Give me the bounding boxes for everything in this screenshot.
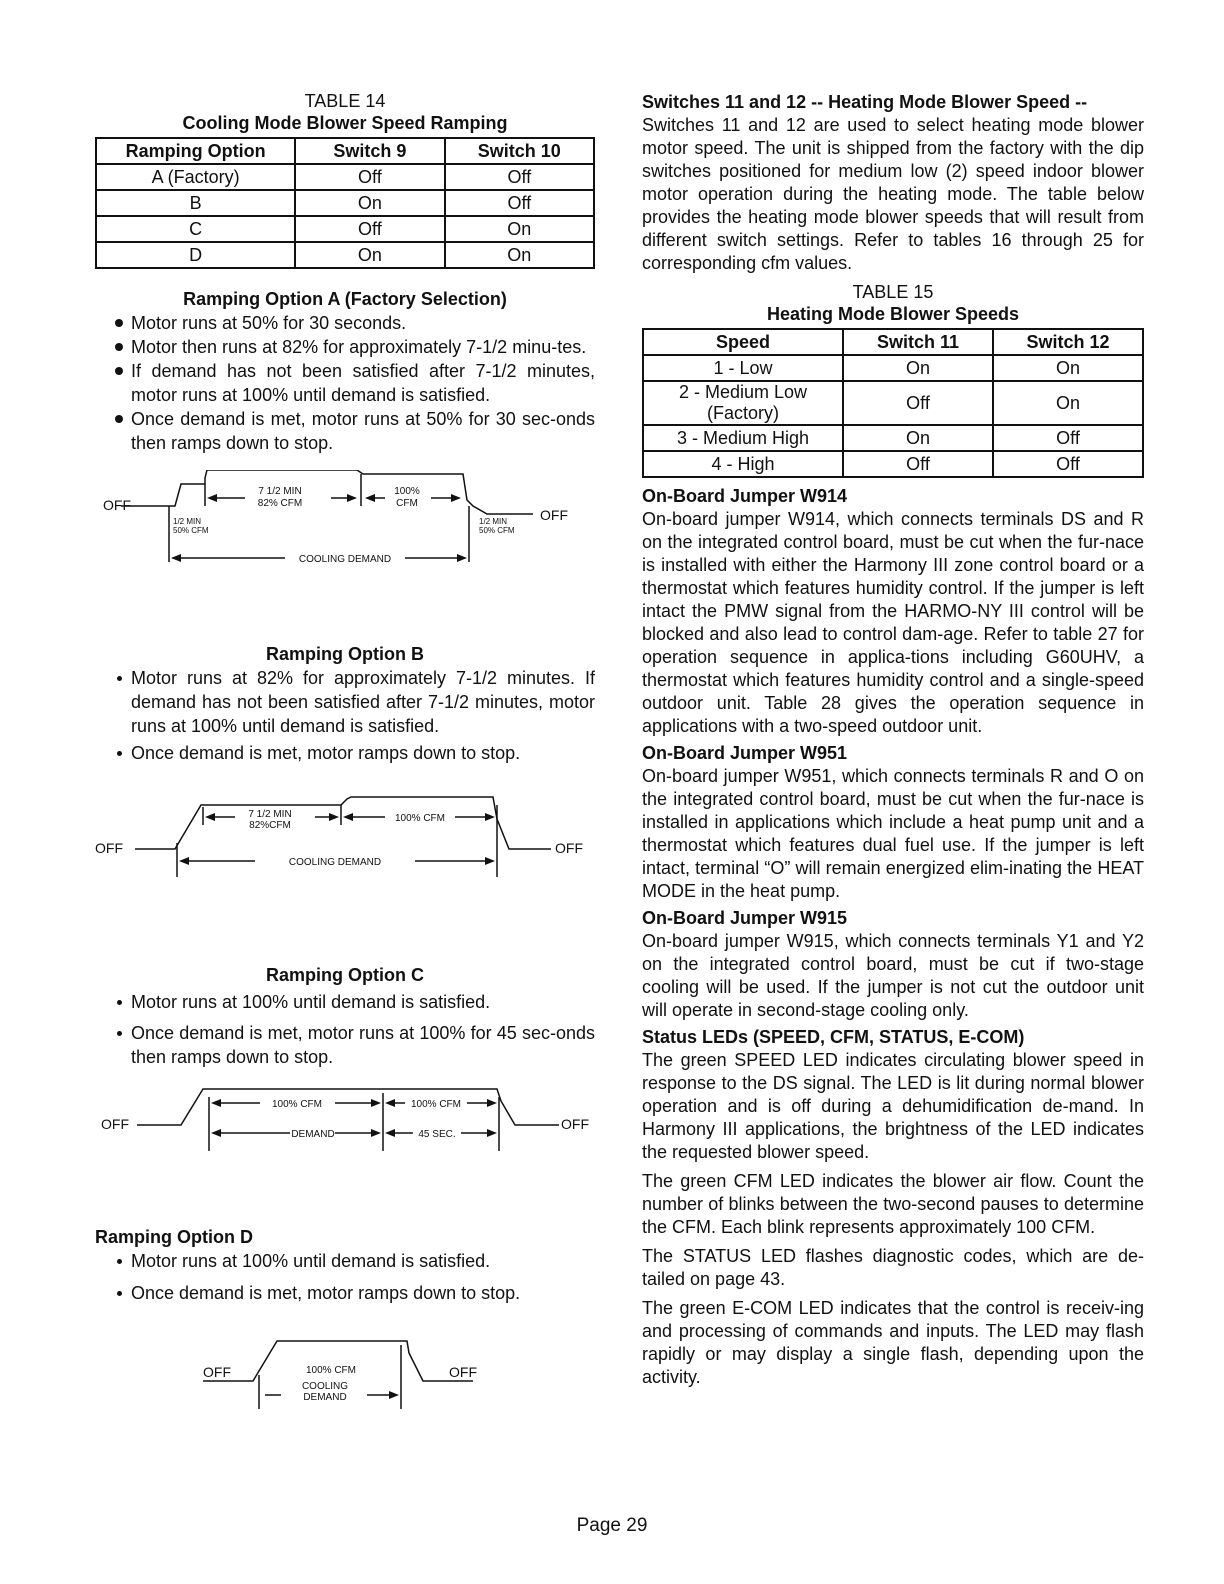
table-header-row xyxy=(96,138,594,164)
diagram-label: 82% CFM xyxy=(257,498,303,509)
status-leds-heading: Status LEDs (SPEED, CFM, STATUS, E-COM) xyxy=(642,1027,1025,1047)
diagram-off-right: OFF xyxy=(540,507,568,523)
table-header-cell: Switch 10 xyxy=(445,138,594,164)
table-header-cell: Switch 9 xyxy=(295,138,444,164)
table-cell: On xyxy=(445,216,594,242)
diagram-label: 100% xyxy=(394,486,420,497)
table-cell: On xyxy=(993,355,1143,381)
table-header-cell: Switch 12 xyxy=(993,329,1143,355)
diagram-demand-label: DEMAND xyxy=(303,1392,347,1403)
diagram-label: 100% CFM xyxy=(394,813,446,824)
diagram-label: 45 SEC. xyxy=(418,1129,456,1140)
diagram-label: 100% CFM xyxy=(410,1099,462,1110)
option-b-list xyxy=(95,666,595,765)
table-cell: On xyxy=(843,425,993,451)
right-column xyxy=(642,90,1144,1389)
table-cell: On xyxy=(445,242,594,268)
option-d-heading: Ramping Option D xyxy=(95,1227,253,1247)
switches-heading: Switches 11 and 12 -- Heating Mode Blower Speed -- xyxy=(642,92,1088,112)
table-cell: On xyxy=(295,242,444,268)
list-item: Once demand is met, motor runs at 50% for 30 sec-onds then ramps down to stop. xyxy=(95,407,595,455)
option-b-timing-diagram xyxy=(95,785,595,885)
list-item: Motor runs at 100% until demand is satisfied. xyxy=(95,990,595,1014)
table-cell: A (Factory) xyxy=(96,164,295,190)
table-row xyxy=(96,242,594,268)
table-row xyxy=(96,190,594,216)
list-item: Motor runs at 50% for 30 seconds. xyxy=(95,311,595,335)
table-cell: 4 - High xyxy=(643,451,843,477)
table-header-cell: Switch 11 xyxy=(843,329,993,355)
list-item: Once demand is met, motor ramps down to stop. xyxy=(95,1281,595,1305)
table-cell: 2 - Medium Low (Factory) xyxy=(643,381,843,425)
option-d-list xyxy=(95,1249,595,1305)
speed-led-paragraph: The green SPEED LED indicates circulating blower speed in response to the DS signal. The LED is lit during normal blower operation and is off during a dehumidification de-mand. In Harmony III applications, the brightness of the LED indicates the requested blower speed. xyxy=(642,1050,1144,1162)
table14 xyxy=(95,137,595,269)
table-cell: Off xyxy=(445,164,594,190)
table-cell: D xyxy=(96,242,295,268)
table-cell: Off xyxy=(993,425,1143,451)
diagram-off-right: OFF xyxy=(555,840,583,856)
table-cell: Off xyxy=(843,381,993,425)
diagram-label: CFM xyxy=(396,498,418,509)
table-cell: On xyxy=(295,190,444,216)
table-row xyxy=(96,164,594,190)
option-a-heading: Ramping Option A (Factory Selection) xyxy=(183,289,507,309)
list-item: Once demand is met, motor ramps down to stop. xyxy=(95,741,595,765)
left-column xyxy=(95,90,595,1413)
diagram-label: 1/2 MIN xyxy=(173,517,202,526)
table-cell: 3 - Medium High xyxy=(643,425,843,451)
option-c-heading: Ramping Option C xyxy=(266,965,424,985)
table-row xyxy=(96,216,594,242)
diagram-off-left: OFF xyxy=(203,1364,231,1380)
page-number: Page 29 xyxy=(576,1515,648,1536)
diagram-label: 82%CFM xyxy=(249,820,291,831)
option-c-timing-diagram xyxy=(95,1075,595,1155)
diagram-off-left: OFF xyxy=(95,840,123,856)
option-c-list xyxy=(95,990,595,1069)
w951-body: On-board jumper W951, which connects terminals R and O on the integrated control board, must be cut when the fur-nace is installed in applications which include a heat pump unit and a thermostat which features dual fuel use. If the jumper is left intact, terminal “O” will remain energized elim-inating the HEAT MODE in the heat pump. xyxy=(642,766,1144,901)
table14-caption-title: Cooling Mode Blower Speed Ramping xyxy=(182,113,508,133)
w914-heading: On-Board Jumper W914 xyxy=(642,486,848,506)
option-a-timing-diagram xyxy=(95,470,595,590)
table15-caption-number: TABLE 15 xyxy=(852,282,934,302)
table-cell: C xyxy=(96,216,295,242)
switches-body: Switches 11 and 12 are used to select heating mode blower motor speed. The unit is shipped from the factory with the dip switches positioned for medium low (2) speed indoor blower motor operation during the heating mode. The table below provides the heating mode blower speeds that will result from different switch settings. Refer to tables 16 through 25 for corresponding cfm values. xyxy=(642,115,1144,273)
table14-caption-number: TABLE 14 xyxy=(304,91,386,111)
option-b-heading: Ramping Option B xyxy=(266,644,424,664)
table-cell: Off xyxy=(295,216,444,242)
table-cell: On xyxy=(843,355,993,381)
option-d-timing-diagram xyxy=(95,1323,595,1413)
diagram-demand-label: COOLING DEMAND xyxy=(288,857,382,868)
list-item: Once demand is met, motor runs at 100% for 45 sec-onds then ramps down to stop. xyxy=(95,1021,595,1069)
diagram-off-right: OFF xyxy=(449,1364,477,1380)
list-item: Motor runs at 100% until demand is satisfied. xyxy=(95,1249,595,1273)
diagram-label: 50% CFM xyxy=(479,526,515,535)
diagram-label: COOLING xyxy=(301,1381,349,1392)
diagram-demand-label: COOLING DEMAND xyxy=(298,554,392,565)
ecom-led-paragraph: The green E-COM LED indicates that the control is receiv-ing and processing of commands and inputs. The LED may flash rapidly or may display a single flash, depending upon the activity. xyxy=(642,1298,1144,1387)
table-row xyxy=(643,355,1143,381)
cfm-led-paragraph: The green CFM LED indicates the blower air flow. Count the number of blinks between the two-second pauses to determine the CFM. Each blink represents approximately 100 CFM. xyxy=(642,1171,1144,1237)
table-header-cell: Ramping Option xyxy=(96,138,295,164)
diagram-off-right: OFF xyxy=(561,1116,589,1132)
option-a-list xyxy=(95,311,595,455)
table-cell: Off xyxy=(295,164,444,190)
w914-body: On-board jumper W914, which connects terminals DS and R on the integrated control board, must be cut when the fur-nace is installed with either the Harmony III zone control board or a thermostat which features humidity control. If the jumper is left intact the PMW signal from the HARMO-NY III control will be blocked and also lead to control dam-age. Refer to table 27 for operation sequence in applica-tions including G60UHV, a thermostat which features humidity control and a single-speed outdoor unit. Table 28 gives the operation sequence in applications with a two-speed outdoor unit. xyxy=(642,509,1144,736)
w951-heading: On-Board Jumper W951 xyxy=(642,743,848,763)
table-cell: Off xyxy=(445,190,594,216)
list-item: Motor then runs at 82% for approximately 7-1/2 minu-tes. xyxy=(95,335,595,359)
diagram-label: 50% CFM xyxy=(173,526,209,535)
diagram-label: 1/2 MIN xyxy=(479,517,508,526)
list-item: If demand has not been satisfied after 7-1/2 minutes, motor runs at 100% until demand is satisfied. xyxy=(95,359,595,407)
table15-caption-title: Heating Mode Blower Speeds xyxy=(766,304,1020,324)
table-header-row xyxy=(643,329,1143,355)
diagram-off-left: OFF xyxy=(101,1116,129,1132)
diagram-demand-label: DEMAND xyxy=(291,1129,335,1140)
table-row xyxy=(643,425,1143,451)
list-item: Motor runs at 82% for approximately 7-1/2 minutes. If demand has not been satisfied after 7-1/2 minutes, motor runs at 100% until demand is satisfied. xyxy=(95,666,595,738)
w915-body: On-board jumper W915, which connects terminals Y1 and Y2 on the integrated control board, must be cut if two-stage cooling will be used. If the jumper is not cut the outdoor unit will operate in second-stage cooling only. xyxy=(642,931,1144,1020)
diagram-label: 100% CFM xyxy=(305,1365,357,1376)
diagram-off-left: OFF xyxy=(103,497,131,513)
table15 xyxy=(642,328,1144,478)
status-led-paragraph: The STATUS LED flashes diagnostic codes, which are de-tailed on page 43. xyxy=(642,1246,1144,1289)
table-row xyxy=(643,381,1143,425)
table-cell: On xyxy=(993,381,1143,425)
table-row xyxy=(643,451,1143,477)
table-cell: 1 - Low xyxy=(643,355,843,381)
table-cell: Off xyxy=(843,451,993,477)
table-header-cell: Speed xyxy=(643,329,843,355)
diagram-label: 7 1/2 MIN xyxy=(258,486,302,497)
w915-heading: On-Board Jumper W915 xyxy=(642,908,848,928)
diagram-label: 100% CFM xyxy=(271,1099,323,1110)
table-cell: Off xyxy=(993,451,1143,477)
diagram-label: 7 1/2 MIN xyxy=(248,809,292,820)
table-cell: B xyxy=(96,190,295,216)
